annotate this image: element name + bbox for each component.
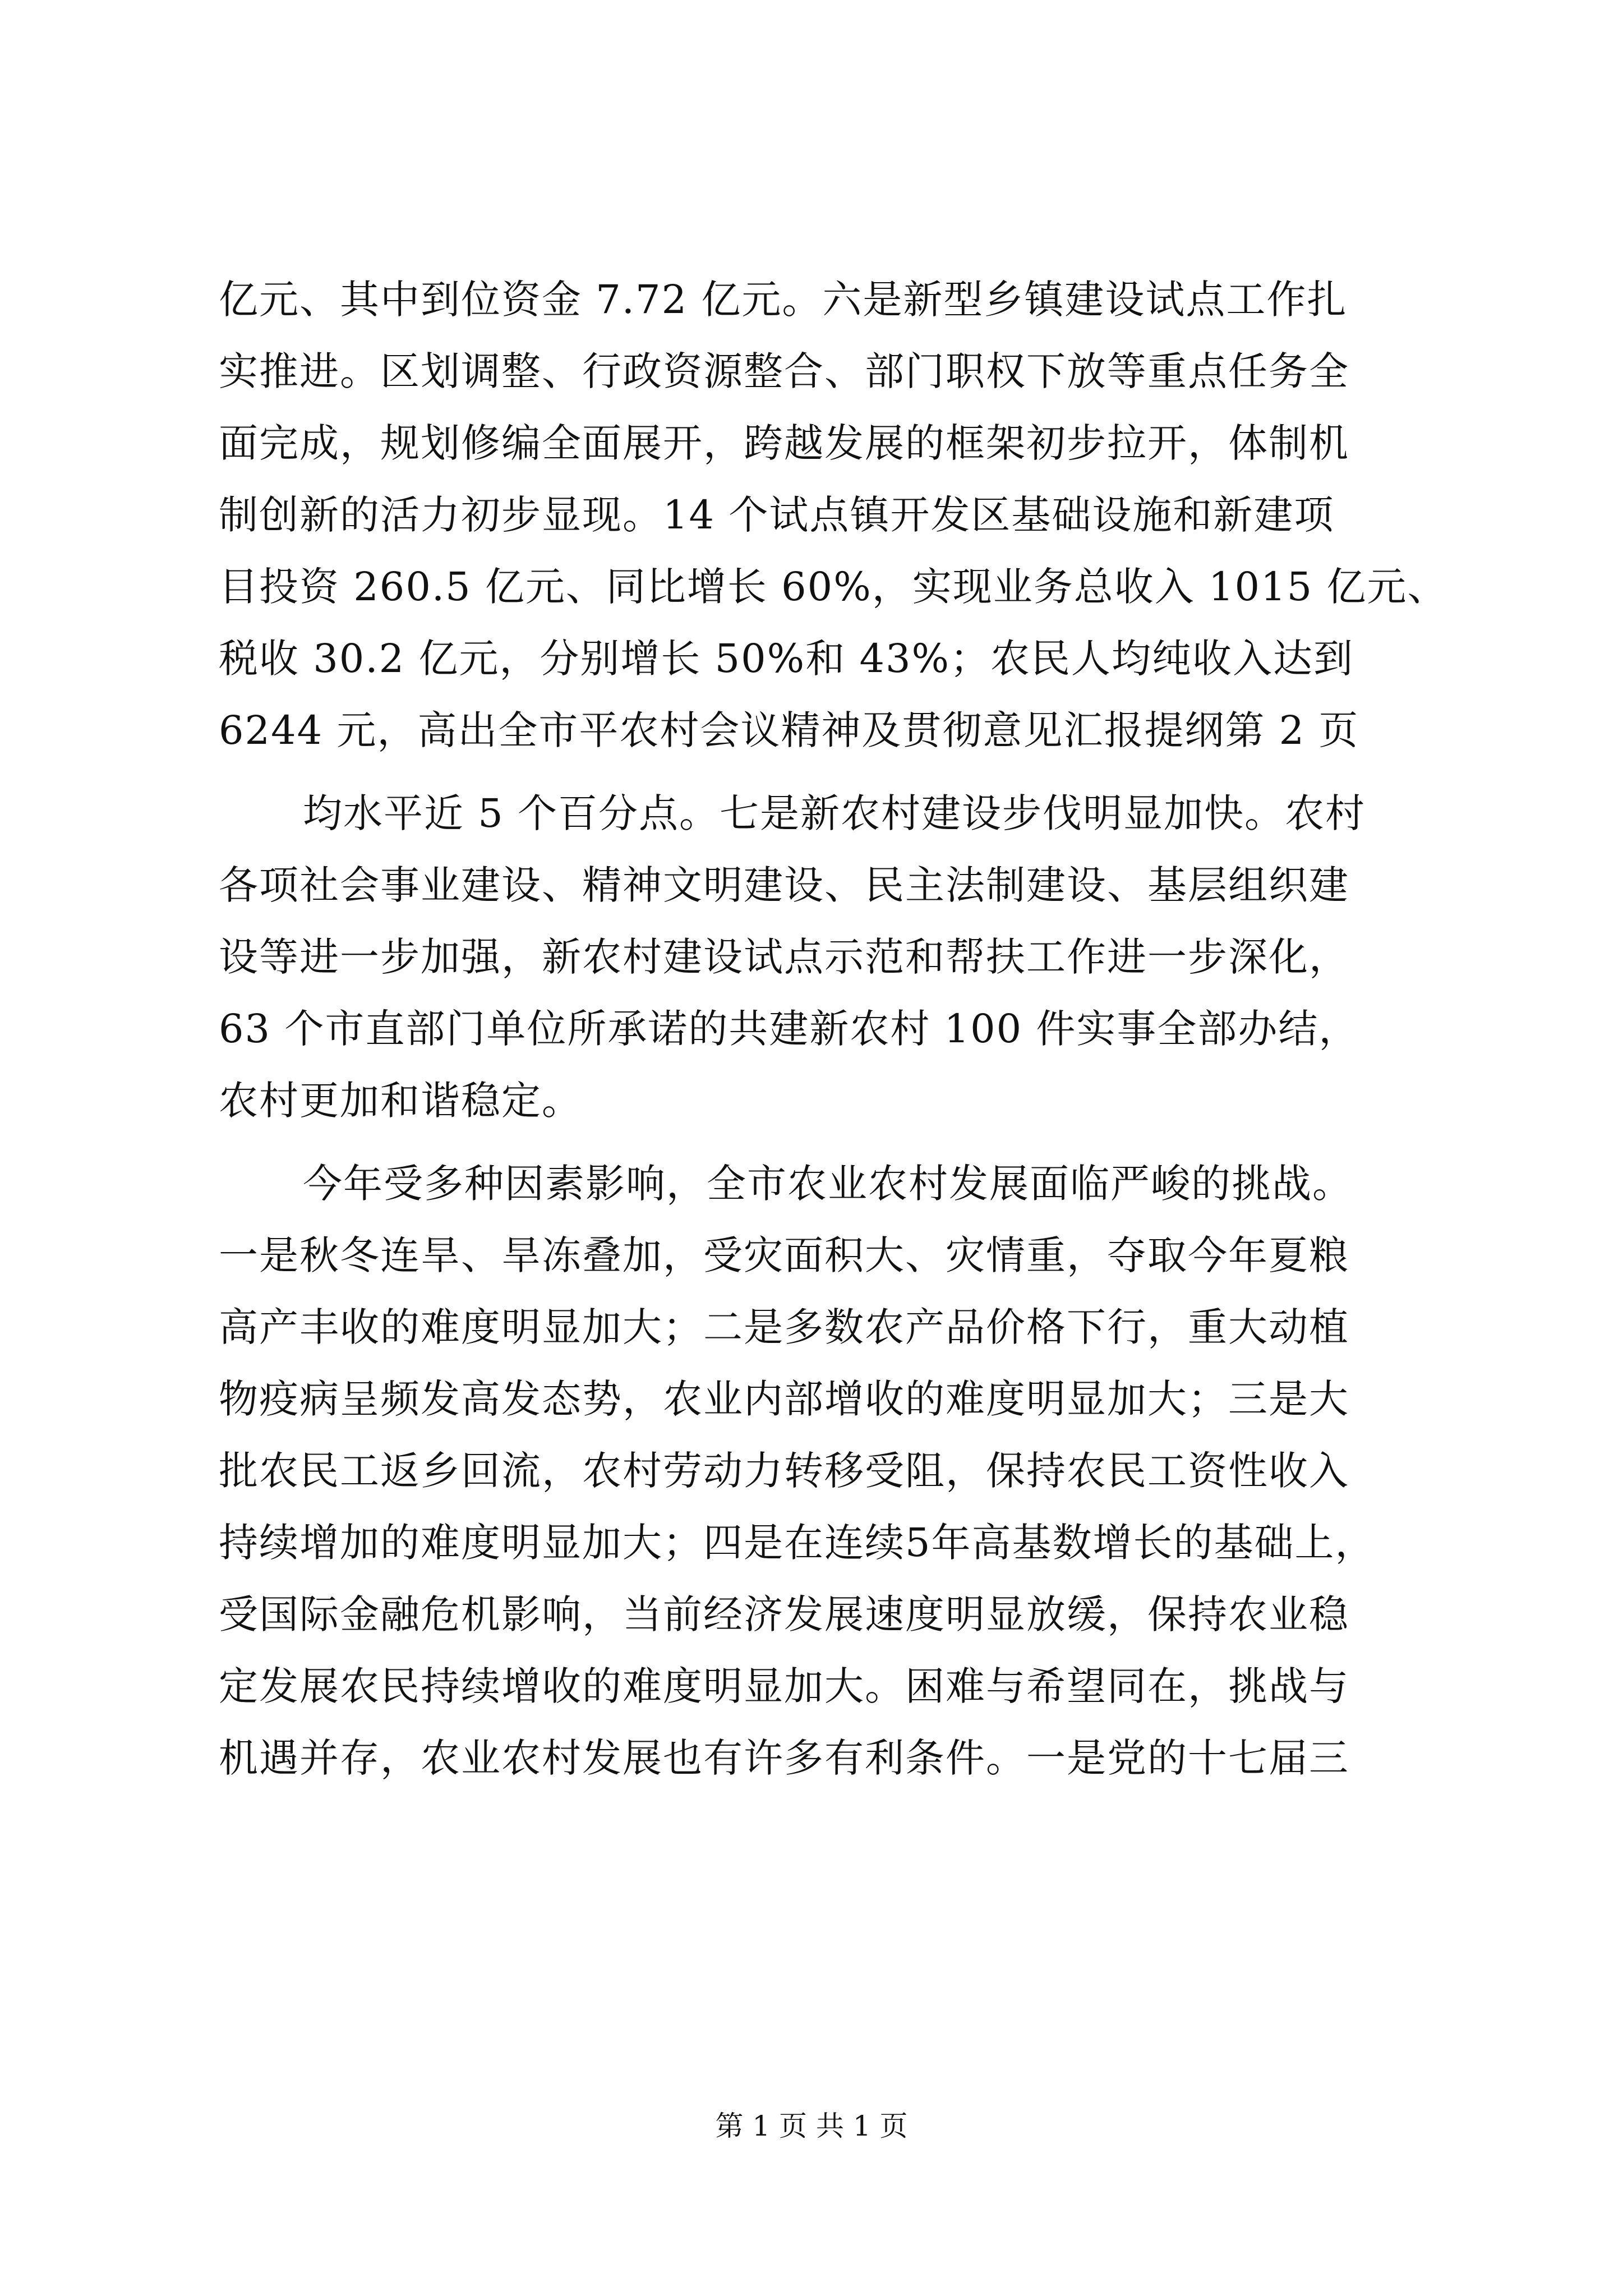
text-line: 面完成，规划修编全面展开，跨越发展的框架初步拉开，体制机 [219,420,1349,466]
text-line: 设等进一步加强，新农村建设试点示范和帮扶工作进一步深化， [219,934,1349,980]
paragraph-gap [219,766,1424,777]
text-line: 实推进。区划调整、行政资源整合、部门职权下放等重点任务全 [219,348,1349,394]
text-line: 批农民工返乡回流，农村劳动力转移受阻，保持农民工资性收入 [219,1448,1349,1494]
text-line: 定发展农民持续增收的难度明显加大。困难与希望同在，挑战与 [219,1663,1349,1709]
text-line: 农村更加和谐稳定。 [219,1078,582,1124]
text-line: 持续增加的难度明显加大；四是在连续5年高基数增长的基础上， [219,1520,1376,1566]
text-line: 6244 元，高出全市平农村会议精神及贯彻意见汇报提纲第 2 页 [219,707,1359,753]
text-line: 63 个市直部门单位所承诺的共建新农村 100 件实事全部办结， [219,1006,1359,1052]
text-line: 高产丰收的难度明显加大；二是多数农产品价格下行，重大动植 [219,1304,1349,1350]
text-line: 制创新的活力初步显现。14 个试点镇开发区基础设施和新建项 [219,492,1335,538]
text-line: 目投资 260.5 亿元、同比增长 60%，实现业务总收入 1015 亿元、 [219,564,1448,610]
document-body [219,264,1448,1794]
text-line: 今年受多种因素影响，全市农业农村发展面临严峻的挑战。 [303,1161,1353,1207]
text-line: 各项社会事业建设、精神文明建设、民主法制建设、基层组织建 [219,862,1349,908]
text-line: 均水平近 5 个百分点。七是新农村建设步伐明显加快。农村 [303,790,1366,836]
page-footer: 第 1 页 共 1 页 [715,2110,908,2142]
text-line: 亿元、其中到位资金 7.72 亿元。六是新型乡镇建设试点工作扎 [219,277,1348,323]
text-line: 税收 30.2 亿元，分别增长 50%和 43%；农民人均纯收入达到 [219,636,1354,682]
paragraph-gap [219,1137,1424,1148]
text-line: 机遇并存，农业农村发展也有许多有利条件。一是党的十七届三 [219,1735,1349,1781]
text-line: 物疫病呈频发高发态势，农业内部增收的难度明显加大；三是大 [219,1376,1349,1422]
text-line: 受国际金融危机影响，当前经济发展速度明显放缓，保持农业稳 [219,1591,1349,1637]
text-line: 一是秋冬连旱、旱冻叠加，受灾面积大、灾情重，夺取今年夏粮 [219,1232,1349,1278]
